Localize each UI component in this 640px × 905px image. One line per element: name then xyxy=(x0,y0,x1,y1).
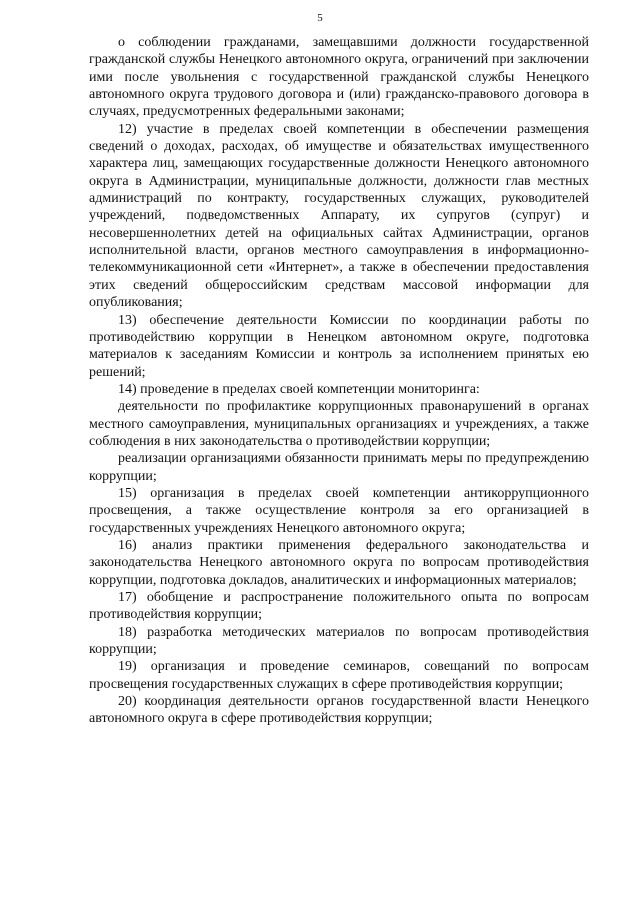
paragraph-item-20: 20) координация деятельности органов государственной власти Ненецкого автономного округа в сфере противодействия коррупции; xyxy=(89,694,589,727)
paragraph-item-18: 18) разработка методических материалов по вопросам противодействия коррупции; xyxy=(89,624,589,658)
page-number: 5 xyxy=(317,12,323,24)
paragraph-item-17: 17) обобщение и распространение положительного опыта по вопросам противодействия коррупции; xyxy=(89,590,589,623)
paragraph-item-19: 19) организация и проведение семинаров, совещаний по вопросам просвещения государственных служащих в сфере противодействия коррупции; xyxy=(89,659,589,692)
paragraph-item-14-sub-2: реализации организациями обязанности принимать меры по предупреждению коррупции; xyxy=(89,451,589,484)
paragraph-continuation: о соблюдении гражданами, замещавшими должности государственной гражданской службы Ненецкого автономного округа, ограничений при заключении ими после увольнения с государственной гражданской службы Ненецкого автономного округа трудового договора и (или) гражданско-правового договора в случаях, предусмотренных федеральными законами; xyxy=(89,35,589,120)
paragraph-item-14: 14) проведение в пределах своей компетенции мониторинга: xyxy=(118,381,480,397)
paragraph-item-13: 13) обеспечение деятельности Комиссии по координации работы по противодействию коррупции в Ненецком автономном округе, подготовка материалов к заседаниям Комиссии и контроль за исполнением принятых ею решений; xyxy=(89,312,589,380)
document-body xyxy=(89,34,589,728)
paragraph-item-14-sub-1: деятельности по профилактике коррупционных правонарушений в органах местного самоуправления, муниципальных организациях и учреждениях, а также соблюдения в них законодательства о противодействии коррупции; xyxy=(89,399,589,449)
paragraph-item-15: 15) организация в пределах своей компетенции антикоррупционного просвещения, а также осуществление контроля за его организацией в государственных учреждениях Ненецкого автономного округа; xyxy=(89,485,589,536)
paragraph-item-12: 12) участие в пределах своей компетенции в обеспечении размещения сведений о доходах, расходах, об имуществе и обязательствах имущественного характера лиц, замещающих государственные должности Ненецкого автономного округа в Администрации, муниципальные должности, должности глав местных администраций по контракту, государственных служащих, руководителей учреждений, подведомственных Аппарату, их супругов (супруг) и несовершеннолетних детей на официальных сайтах Администрации, органов исполнительной власти, органов местного самоуправления в информационно-телекоммуникационной сети «Интернет», а также в обеспечении предоставления этих сведений общероссийским средствам массовой информации для опубликования; xyxy=(89,121,589,311)
paragraph-item-16: 16) анализ практики применения федерального законодательства и законодательства Ненецкого автономного округа по вопросам противодействия коррупции, подготовка докладов, аналитических и информационных материалов; xyxy=(89,537,589,588)
